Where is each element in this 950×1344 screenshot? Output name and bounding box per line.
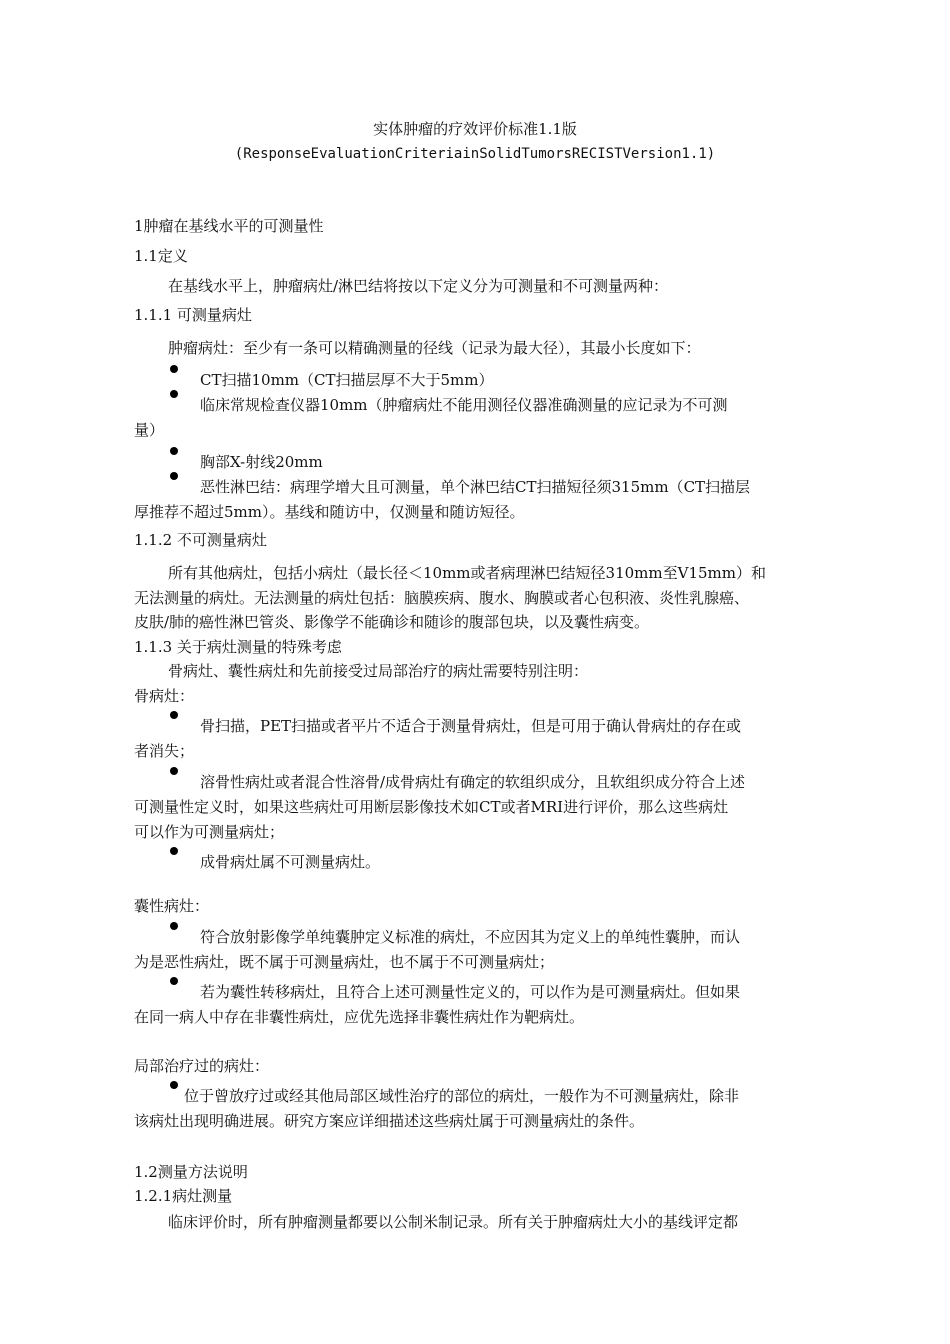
cystic-lesions-label: 囊性病灶： [134, 897, 210, 915]
section-1-heading: 1肿瘤在基线水平的可测量性 [134, 217, 324, 235]
bullet-icon [170, 1081, 178, 1089]
bullet-text-continued: 可以作为可测量病灶； [134, 823, 285, 841]
bullet-text-continued: 可测量性定义时，如果这些病灶可用断层影像技术如CT或者MRI进行评价，那么这些病灶 [134, 798, 729, 816]
bullet-text: CT扫描10mm（CT扫描层厚不大于5mm） [200, 371, 494, 389]
bullet-item [134, 393, 824, 443]
bullet-text-continued: 厚推荐不超过5mm）。基线和随访中，仅测量和随访短径。 [134, 503, 525, 521]
bullet-text: 位于曾放疗过或经其他局部区域性治疗的部位的病灶，一般作为不可测量病灶，除非 [184, 1087, 740, 1105]
measurable-intro: 肿瘤病灶：至少有一条可以精确测量的径线（记录为最大径），其最小长度如下： [168, 339, 701, 357]
bullet-text-continued: 在同一病人中存在非囊性病灶，应优先选择非囊性病灶作为靶病灶。 [134, 1008, 585, 1026]
bullet-item [134, 475, 824, 525]
bullet-icon [170, 711, 178, 719]
section-1-1-2-heading: 1.1.2 不可测量病灶 [134, 531, 267, 549]
bullet-item [134, 714, 824, 764]
bullet-text-continued: 量） [134, 421, 165, 439]
section-1-1-heading: 1.1定义 [134, 247, 188, 265]
bullet-item [134, 770, 824, 845]
bullet-text: 成骨病灶属不可测量病灶。 [200, 853, 381, 871]
bullet-icon [170, 365, 178, 373]
bullet-icon [170, 390, 178, 398]
section-1-2-heading: 1.2测量方法说明 [134, 1163, 248, 1181]
non-measurable-paragraph-line: 皮肤/肺的癌性淋巴管炎、影像学不能确诊和随诊的腹部包块，以及囊性病变。 [134, 613, 650, 631]
lesion-measurement-paragraph: 临床评价时，所有肿瘤测量都要以公制米制记录。所有关于肿瘤病灶大小的基线评定都 [168, 1213, 739, 1231]
bullet-text: 符合放射影像学单纯囊肿定义标准的病灶，不应因其为定义上的单纯性囊肿，而认 [200, 928, 741, 946]
bullet-text: 骨扫描，PET扫描或者平片不适合于测量骨病灶，但是可用于确认骨病灶的存在或 [200, 717, 742, 735]
bullet-text-continued: 者消失； [134, 742, 195, 760]
bullet-icon [170, 847, 178, 855]
bullet-text: 恶性淋巴结：病理学增大且可测量，单个淋巴结CT扫描短径须315mm（CT扫描层 [200, 478, 751, 496]
section-1-1-1-heading: 1.1.1 可测量病灶 [134, 306, 252, 324]
bullet-icon [170, 977, 178, 985]
bullet-icon [170, 447, 178, 455]
bullet-item [134, 450, 824, 475]
bullet-text-continued: 该病灶出现明确进展。研究方案应详细描述这些病灶属于可测量病灶的条件。 [134, 1112, 645, 1130]
bullet-item [134, 980, 824, 1030]
locally-treated-label: 局部治疗过的病灶： [134, 1057, 270, 1075]
bullet-text: 若为囊性转移病灶，且符合上述可测量性定义的，可以作为是可测量病灶。但如果 [200, 983, 741, 1001]
bullet-item [134, 1084, 824, 1134]
non-measurable-paragraph-line: 所有其他病灶，包括小病灶（最长径＜10mm或者病理淋巴结短径310mm至V15mm）和 [168, 564, 766, 582]
section-1-2-1-heading: 1.2.1病灶测量 [134, 1187, 233, 1205]
document-subtitle: (ResponseEvaluationCriteriainSolidTumorsRECISTVersion1.1) [234, 146, 716, 162]
special-considerations-intro: 骨病灶、囊性病灶和先前接受过局部治疗的病灶需要特别注明： [168, 662, 589, 680]
bullet-text: 溶骨性病灶或者混合性溶骨/成骨病灶有确定的软组织成分，且软组织成分符合上述 [200, 773, 746, 791]
bullet-item [134, 850, 824, 875]
bullet-item [134, 925, 824, 975]
bullet-text-continued: 为是恶性病灶，既不属于可测量病灶，也不属于不可测量病灶； [134, 953, 555, 971]
bullet-text: 临床常规检查仪器10mm（肿瘤病灶不能用测径仪器准确测量的应记录为不可测 [200, 396, 728, 414]
bullet-item [134, 368, 824, 393]
bullet-icon [170, 767, 178, 775]
bullet-icon [170, 922, 178, 930]
bullet-text: 胸部X-射线20mm [200, 453, 323, 471]
non-measurable-paragraph-line: 无法测量的病灶。无法测量的病灶包括：脑膜疾病、腹水、胸膜或者心包积液、炎性乳腺癌、 [134, 589, 750, 607]
section-1-1-3-heading: 1.1.3 关于病灶测量的特殊考虑 [134, 638, 342, 656]
section-1-1-paragraph: 在基线水平上，肿瘤病灶/淋巴结将按以下定义分为可测量和不可测量两种： [168, 277, 669, 295]
document-title: 实体肿瘤的疗效评价标准1.1版 [373, 120, 577, 138]
bullet-icon [170, 472, 178, 480]
bone-lesions-label: 骨病灶： [134, 687, 195, 705]
